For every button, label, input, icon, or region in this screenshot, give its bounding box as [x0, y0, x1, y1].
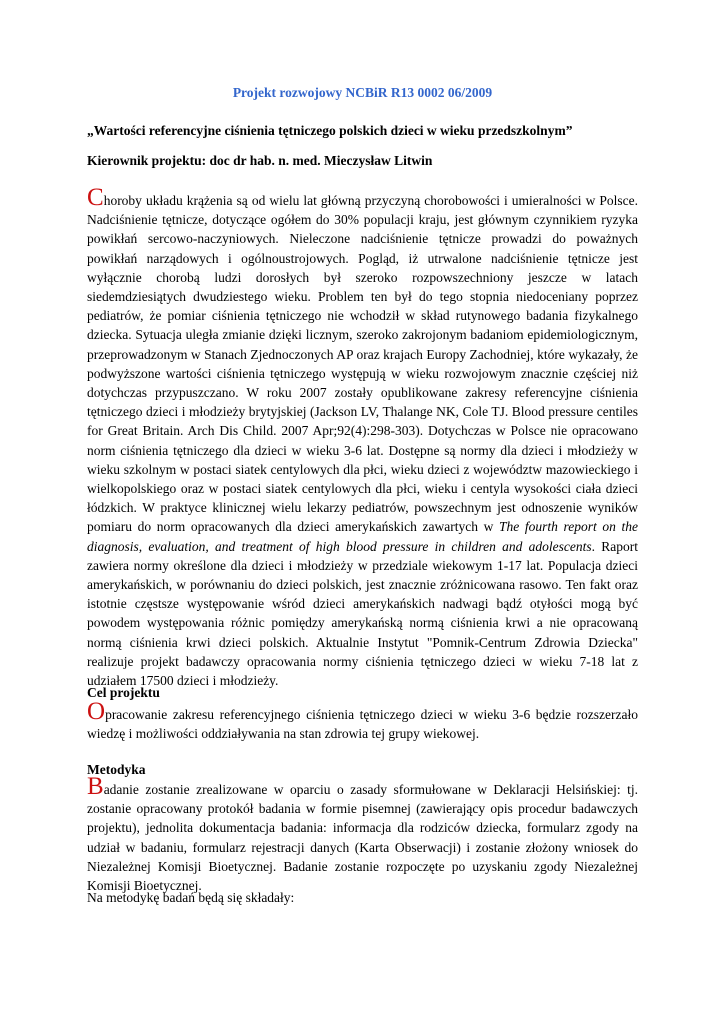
project-heading: Projekt rozwojowy NCBiR R13 0002 06/2009	[232, 85, 493, 100]
project-title: „Wartości referencyjne ciśnienia tętniczego polskich dzieci w wieku przedszkolnym”	[87, 123, 573, 138]
method-text: adanie zostanie zrealizowane w oparciu o zasady sformułowane w Deklaracji Helsińskiej: tj. zostanie opracowany protokół badania w formie pisemnej (zawierający opis procedur badawczych projektu), jednolita dokumentacja badania: informacja dla rodziców dziecka, formularz zgody na udział w badaniu, formularz rejestracji danych (Karta Obserwacji) i zostanie złożony wniosek do Niezależnej Komisji Bioetycznej. Badanie zostanie rozpoczęte po uzyskaniu zgody Niezależnej Komisji Bioetycznej.	[87, 782, 638, 894]
intro-paragraph	[87, 184, 639, 690]
intro-dropcap: C	[87, 184, 104, 211]
intro-report-title: The fourth report on the diagnosis, evaluation, and treatment of high blood pressure in children and adolescents	[87, 519, 639, 554]
goal-paragraph	[87, 698, 638, 743]
goal-dropcap: O	[87, 698, 106, 725]
intro-text-part2: . Raport zawiera normy określone dla dzieci i młodzieży w przedziale wiekowym 1-17 lat. Populacja dzieci amerykańskich, w porównaniu do dzieci polskich, jest znacznie zróżnicowana rasowo. Ten fakt oraz istotnie częstsze występowanie wśród dzieci amerykańskich nadwagi bądź otyłości mogą być powodem występowania różnic pomiędzy amerykańską normą ciśnienia krwi a nie opracowaną normą ciśnienia krwi dzieci polskich. Aktualnie Instytut "Pomnik-Centrum Zdrowia Dziecka" realizuje projekt badawczy opracowania normy ciśnienia tętniczego dzieci w wieku 7-18 lat z udziałem 17500 dzieci i młodzieży.	[87, 538, 638, 689]
method-paragraph	[87, 773, 638, 895]
project-manager: Kierownik projektu: doc dr hab. n. med. Mieczysław Litwin	[87, 153, 433, 168]
method-list-intro: Na metodykę badań będą się składały:	[87, 890, 295, 905]
intro-text-part1: horoby układu krążenia są od wielu lat główną przyczyną chorobowości i umieralności w Polsce. Nadciśnienie tętnicze, dotyczące ogółem do 30% populacji kraju, jest głównym czynnikiem ryzyka powikłań sercowo-naczyniowych. Nieleczone nadciśnienie tętnicze prowadzi do poważnych powikłań narządowych i ogólnoustrojowych. Pogląd, iż utrwalone nadciśnienie tętnicze jest wyłącznie chorobą ludzi dorosłych był szeroko rozpowszechniony jeszcze w latach siedemdziesiątych dwudziestego wieku. Problem ten był do tego stopnia niedoceniany poprzez pediatrów, że pomiar ciśnienia tętniczego nie wchodził w skład rutynowego badania fizykalnego dziecka. Sytuacja uległa zmianie dzięki licznym, szeroko zakrojonym badaniom epidemiologicznym, przeprowadzonym w Stanach Zjednoczonych AP oraz krajach Europy Zachodniej, które wykazały, że podwyższone wartości ciśnienia tętniczego występują w wieku rozwojowym znacznie częściej niż dotychczas przypuszczano. W roku 2007 zostały opublikowane zakresy referencyjne ciśnienia tętniczego dzieci i młodzieży brytyjskiej (Jackson LV, Thalange NK, Cole TJ. Blood pressure centiles for Great Britain. Arch Dis Child. 2007 Apr;92(4):298-303). Dotychczas w Polsce nie opracowano norm ciśnienia tętniczego dla dzieci w wieku 3-6 lat. Dostępne są normy dla dzieci i młodzieży w wieku szkolnym w postaci siatek centylowych dla płci, wieku dzieci z województw mazowieckiego i wielkopolskiego oraz w postaci siatek centylowych dla płci, wieku i centyla wysokości ciała dzieci łódzkich. W praktyce klinicznej wielu lekarzy pediatrów, powszechnym jest odnoszenie wyników pomiaru do norm opracowanych dla dzieci amerykańskich zawartych w	[87, 193, 638, 535]
goal-text: pracowanie zakresu referencyjnego ciśnienia tętniczego dzieci w wieku 3-6 będzie rozszerzało wiedzę i możliwości oddziaływania na stan zdrowia tej grupy wiekowej.	[87, 707, 638, 742]
goal-heading: Cel projektu	[87, 685, 160, 700]
method-heading: Metodyka	[87, 762, 146, 777]
method-dropcap: B	[87, 773, 104, 800]
